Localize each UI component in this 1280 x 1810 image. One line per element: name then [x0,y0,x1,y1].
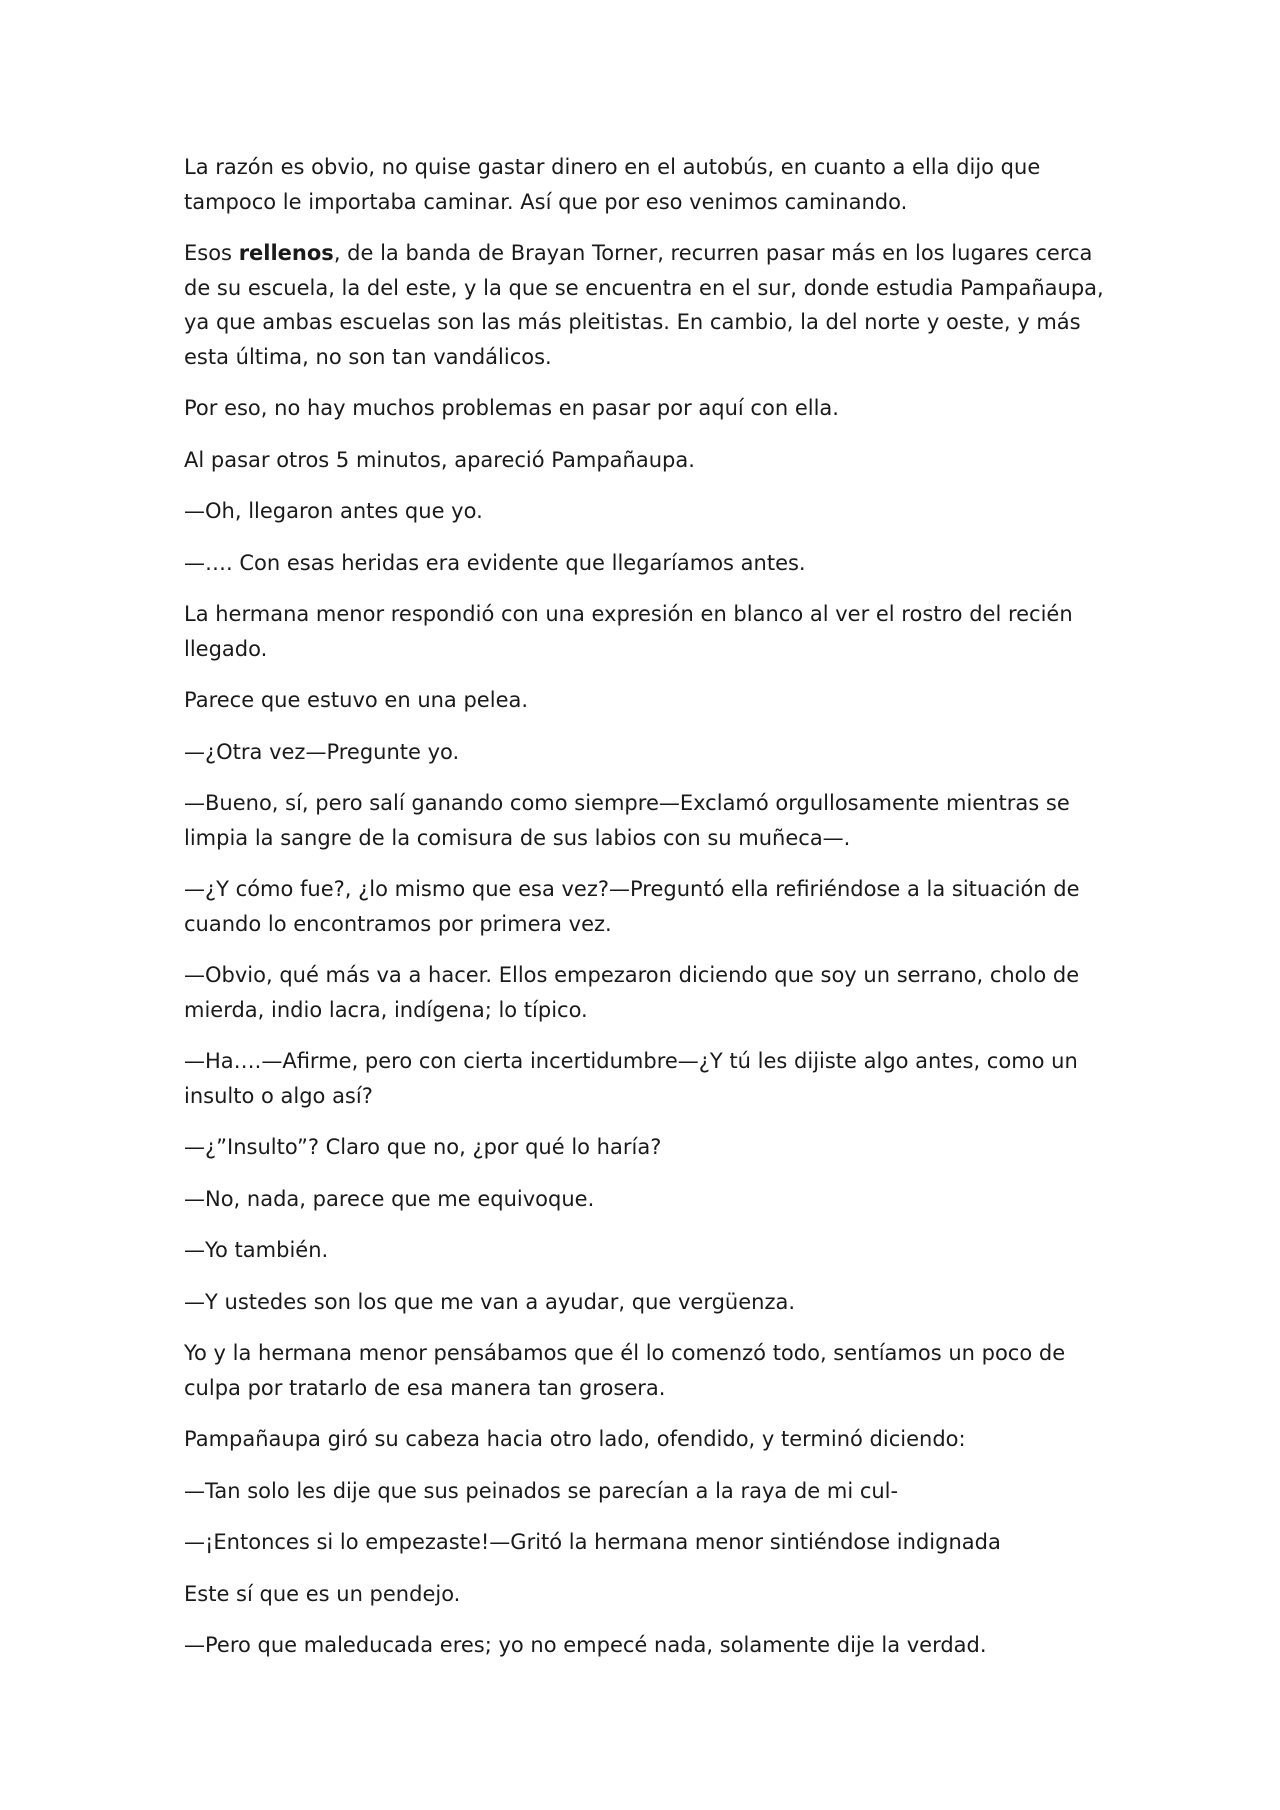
dialogue-line: —Bueno, sí, pero salí ganando como siempre—Exclamó orgullosamente mientras se limpia la sangre de la comisura de sus labios con su muñeca—. [184,791,1070,850]
paragraph: Al pasar otros 5 minutos, apareció Pampañaupa. [184,447,695,472]
dialogue-line: —Ha….—Afirme, pero con cierta incertidumbre—¿Y tú les dijiste algo antes, como un insulto o algo así? [184,1049,1078,1108]
paragraph-text-start: Esos [184,241,239,265]
paragraph: Pampañaupa giró su cabeza hacia otro lado, ofendido, y terminó diciendo: [184,1427,966,1451]
dialogue-line: —Pero que maleducada eres; yo no empecé nada, solamente dije la verdad. [184,1633,987,1657]
paragraph-text-end: , de la banda de Brayan Torner, recurren pasar más en los lugares cerca de su escuela, la del este, y la que se encuentra en el sur, donde estudia Pampañaupa, ya que ambas escuelas son las más pleitistas. En cambio, la del norte y oeste, y más esta última, no son tan vandálicos. [184,241,1104,369]
dialogue-line: —Y ustedes son los que me van a ayudar, que vergüenza. [184,1289,796,1314]
dialogue-line: —¿”Insulto”? Claro que no, ¿por qué lo haría? [184,1135,662,1159]
paragraph: Por eso, no hay muchos problemas en pasar por aquí con ella. [184,396,839,420]
paragraph: La razón es obvio, no quise gastar dinero en el autobús, en cuanto a ella dijo que tampoco le importaba caminar. Así que por eso venimos caminando. [184,155,1041,214]
dialogue-line: —…. Con esas heridas era evidente que llegaríamos antes. [184,550,806,575]
paragraph: Parece que estuvo en una pelea. [184,688,529,712]
document-body [184,150,1104,1680]
paragraph: Este sí que es un pendejo. [184,1581,461,1606]
dialogue-line: —Yo también. [184,1238,329,1262]
dialogue-line: —Obvio, qué más va a hacer. Ellos empezaron diciendo que soy un serrano, cholo de mierda, indio lacra, indígena; lo típico. [184,963,1080,1022]
dialogue-line: —No, nada, parece que me equivoque. [184,1186,595,1211]
paragraph [184,236,1104,374]
paragraph: La hermana menor respondió con una expresión en blanco al ver el rostro del recién llegado. [184,602,1073,661]
dialogue-line: —¿Otra vez—Pregunte yo. [184,739,460,764]
dialogue-line: —¡Entonces si lo empezaste!—Gritó la hermana menor sintiéndose indignada [184,1530,1001,1554]
paragraph: Yo y la hermana menor pensábamos que él lo comenzó todo, sentíamos un poco de culpa por tratarlo de esa manera tan grosera. [184,1341,1066,1400]
bold-word: rellenos [238,241,334,265]
dialogue-line: —¿Y cómo fue?, ¿lo mismo que esa vez?—Preguntó ella refiriéndose a la situación de cuando lo encontramos por primera vez. [184,877,1080,936]
dialogue-line: —Tan solo les dije que sus peinados se parecían a la raya de mi cul- [184,1478,899,1503]
dialogue-line: —Oh, llegaron antes que yo. [184,499,483,523]
